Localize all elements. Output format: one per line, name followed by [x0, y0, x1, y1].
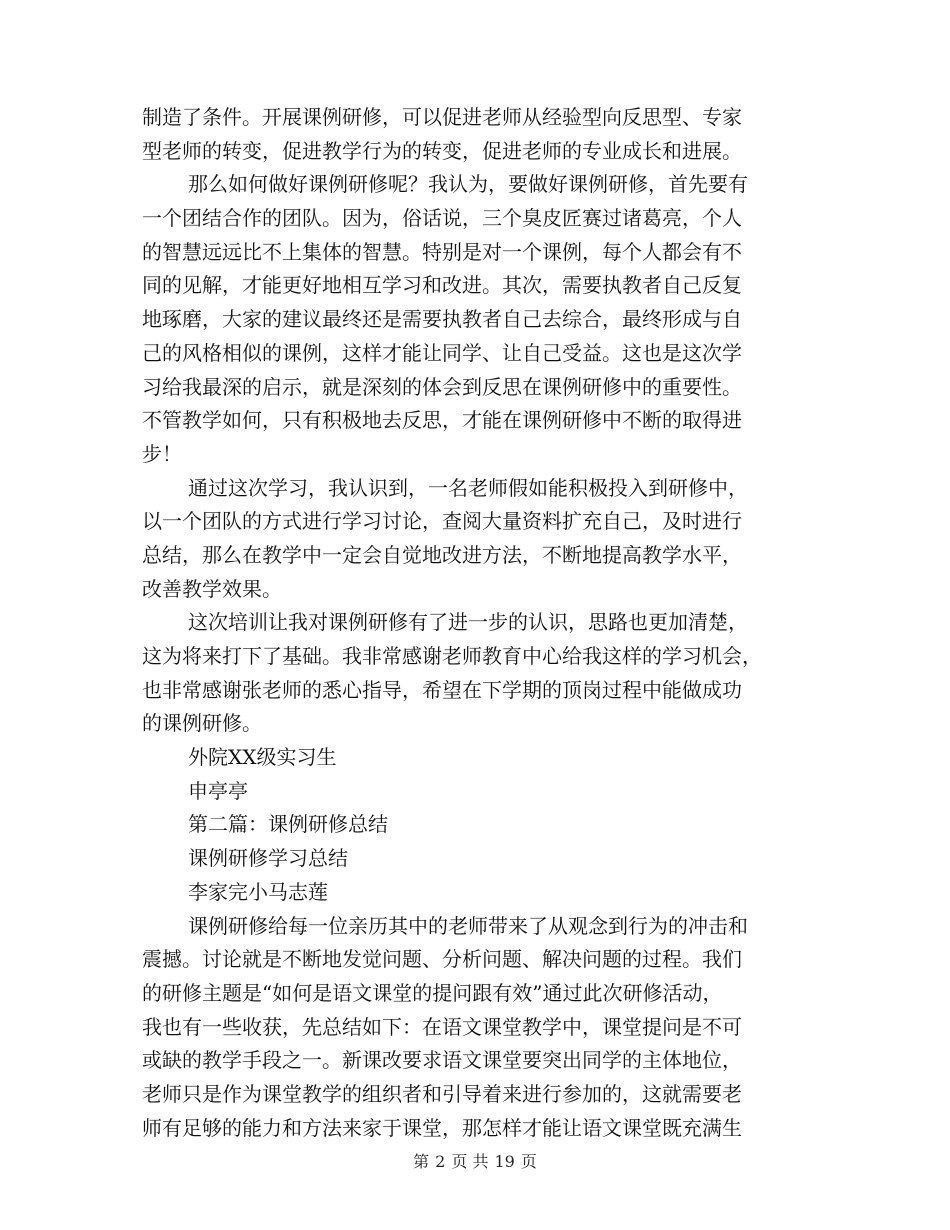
footer-suffix: 页	[520, 1152, 537, 1171]
footer-page-number: 2	[435, 1152, 446, 1171]
footer-total-pages: 19	[494, 1152, 515, 1171]
text-line: 李家完小马志莲	[188, 879, 328, 904]
text-line: 步！	[142, 441, 182, 466]
text-line: 师有足够的能力和方法来家于课堂，那怎样才能让语文课堂既充满生	[142, 1115, 742, 1140]
text-line: 课例研修学习总结	[188, 846, 348, 871]
text-line: 型老师的转变，促进教学行为的转变，促进老师的专业成长和进展。	[142, 138, 742, 163]
text-line: 通过这次学习，我认识到，一名老师假如能积极投入到研修中，	[188, 475, 748, 500]
text-line: 第二篇：课例研修总结	[188, 812, 388, 837]
text-line: 的课例研修。	[142, 711, 262, 736]
text-line: 习给我最深的启示，就是深刻的体会到反思在课例研修中的重要性。	[142, 374, 742, 399]
text-line: 的研修主题是“如何是语文课堂的提问跟有效”通过此次研修活动，	[142, 980, 723, 1005]
footer-prefix: 第	[413, 1152, 430, 1171]
text-line: 不管教学如何，只有积极地去反思，才能在课例研修中不断的取得进	[142, 408, 742, 433]
text-line: 这次培训让我对课例研修有了进一步的认识，思路也更加清楚，	[188, 610, 748, 635]
text-line: 一个团结合作的团队。因为，俗话说，三个臭皮匠赛过诸葛亮，个人	[142, 206, 742, 231]
text-line: 地琢磨，大家的建议最终还是需要执教者自己去综合，最终形成与自	[142, 307, 742, 332]
document-body	[142, 101, 808, 1145]
text-line: 申亭亭	[188, 778, 248, 803]
text-line: 我也有一些收获，先总结如下：在语文课堂教学中，课堂提问是不可	[142, 1014, 742, 1039]
text-line: 改善教学效果。	[142, 576, 282, 601]
text-line: 这为将来打下了基础。我非常感谢老师教育中心给我这样的学习机会，	[142, 644, 762, 668]
text-line: 老师只是作为课堂教学的组织者和引导着来进行参加的，这就需要老	[142, 1081, 742, 1106]
text-line: 总结，那么在教学中一定会自觉地改进方法，不断地提高教学水平，	[142, 542, 742, 567]
text-line: 的智慧远远比不上集体的智慧。特别是对一个课例，每个人都会有不	[142, 239, 742, 264]
footer-middle: 页 共	[451, 1152, 489, 1171]
text-line: 制造了条件。开展课例研修，可以促进老师从经验型向反思型、专家	[142, 105, 742, 129]
text-line: 外院XX级实习生	[188, 745, 337, 770]
text-line: 课例研修给每一位亲历其中的老师带来了从观念到行为的冲击和	[188, 913, 748, 938]
text-line: 或缺的教学手段之一。新课改要求语文课堂要突出同学的主体地位，	[142, 1048, 742, 1073]
text-line: 那么如何做好课例研修呢？我认为，要做好课例研修，首先要有	[188, 172, 748, 197]
text-line: 震撼。讨论就是不断地发觉问题、分析问题、解决问题的过程。我们	[142, 947, 742, 972]
text-line: 己的风格相似的课例，这样才能让同学、让自己受益。这也是这次学	[142, 340, 742, 365]
text-line: 同的见解，才能更好地相互学习和改进。其次，需要执教者自己反复	[142, 273, 742, 298]
text-line: 以一个团队的方式进行学习讨论，查阅大量资料扩充自己，及时进行	[142, 509, 742, 534]
text-line: 也非常感谢张老师的悉心指导，希望在下学期的顶岗过程中能做成功	[142, 677, 742, 702]
page-footer	[0, 1152, 950, 1172]
